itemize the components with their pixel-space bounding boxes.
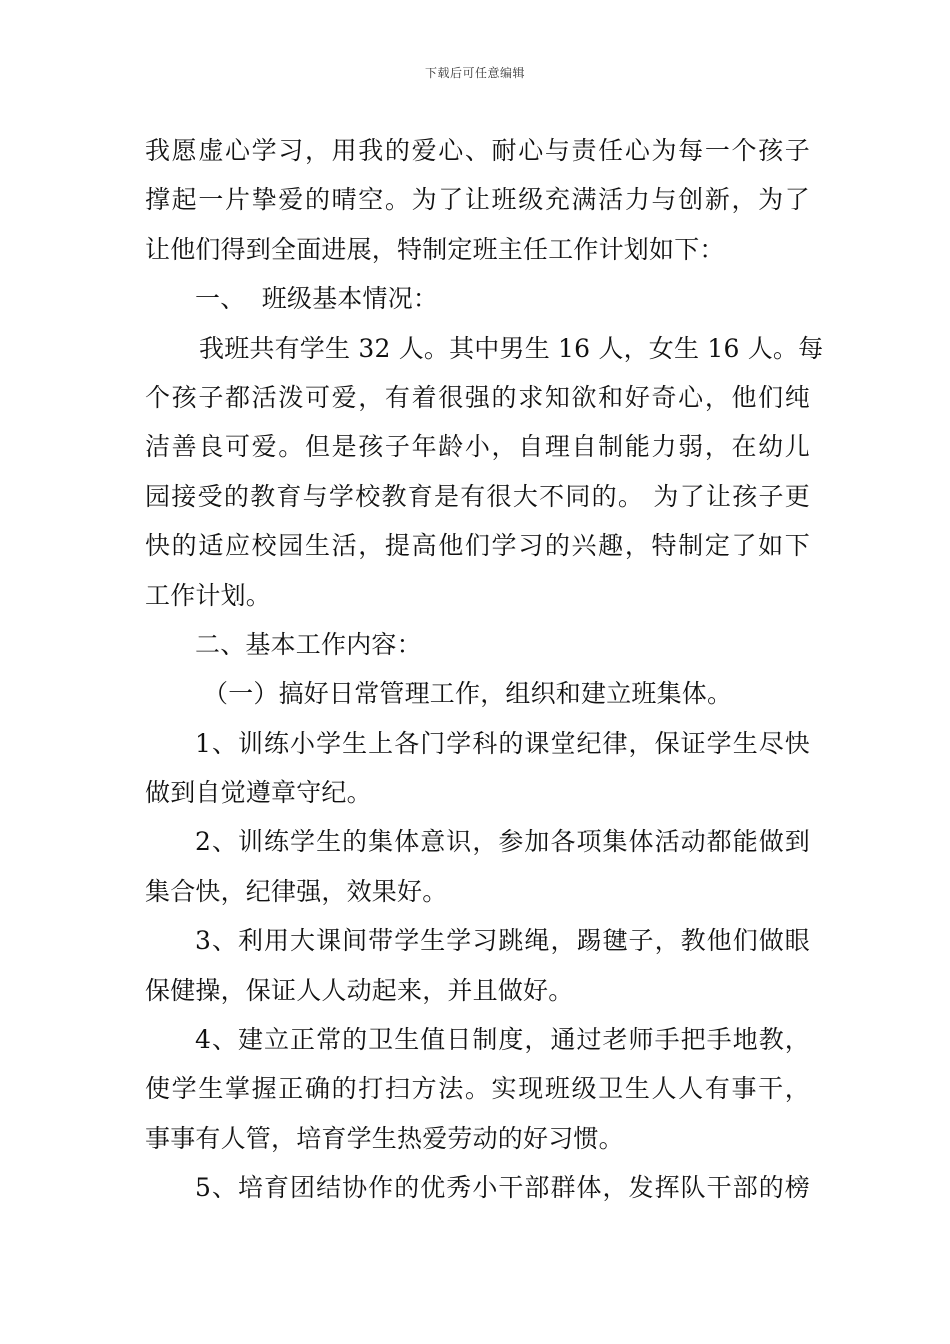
list-item-2-cont: 集合快，纪律强，效果好。 — [145, 876, 448, 906]
paragraph-line: 我愿虚心学习，用我的爱心、耐心与责任心为每一个孩子 — [145, 136, 810, 165]
subsection-heading: （一）搞好日常管理工作，组织和建立班集体。 — [203, 679, 733, 709]
paragraph-line: 工作计划。 — [145, 580, 272, 610]
list-item-1: 1、训练小学生上各门学科的课堂纪律，保证学生尽快 — [195, 728, 810, 758]
paragraph-line: 撑起一片挚爱的晴空。为了让班级充满活力与创新，为了 — [145, 185, 810, 215]
paragraph-line: 我班共有学生 32 人。其中男生 16 人，女生 16 人。每 — [199, 333, 824, 363]
list-item-2: 2、训练学生的集体意识，参加各项集体活动都能做到 — [195, 827, 810, 857]
paragraph-line: 让他们得到全面进展，特制定班主任工作计划如下： — [145, 234, 725, 264]
list-item-5: 5、培育团结协作的优秀小干部群体，发挥队干部的榜 — [195, 1173, 810, 1203]
paragraph-line: 园接受的教育与学校教育是有很大不同的。 为了让孩子更 — [145, 481, 810, 511]
page-header: 下载后可任意编辑 — [424, 66, 525, 80]
list-item-3: 3、利用大课间带学生学习跳绳，踢毽子，教他们做眼 — [195, 926, 810, 956]
paragraph-line: 快的适应校园生活，提高他们学习的兴趣，特制定了如下 — [145, 531, 810, 561]
list-item-4-cont: 事事有人管，培育学生热爱劳动的好习惯。 — [145, 1123, 624, 1153]
paragraph-line: 洁善良可爱。但是孩子年龄小，自理自制能力弱，在幼儿 — [145, 432, 810, 462]
section-heading-2: 二、基本工作内容： — [195, 629, 422, 659]
paragraph-line: 个孩子都活泼可爱，有着很强的求知欲和好奇心，他们纯 — [145, 382, 810, 412]
section-heading-1: 一、 班级基本情况： — [195, 284, 439, 314]
list-item-3-cont: 保健操，保证人人动起来，并且做好。 — [145, 975, 574, 1005]
list-item-4: 4、建立正常的卫生值日制度，通过老师手把手地教， — [195, 1025, 810, 1055]
list-item-4-cont: 使学生掌握正确的打扫方法。实现班级卫生人人有事干， — [145, 1074, 810, 1104]
document-body — [145, 126, 824, 1213]
list-item-1-cont: 做到自觉遵章守纪。 — [145, 778, 372, 808]
